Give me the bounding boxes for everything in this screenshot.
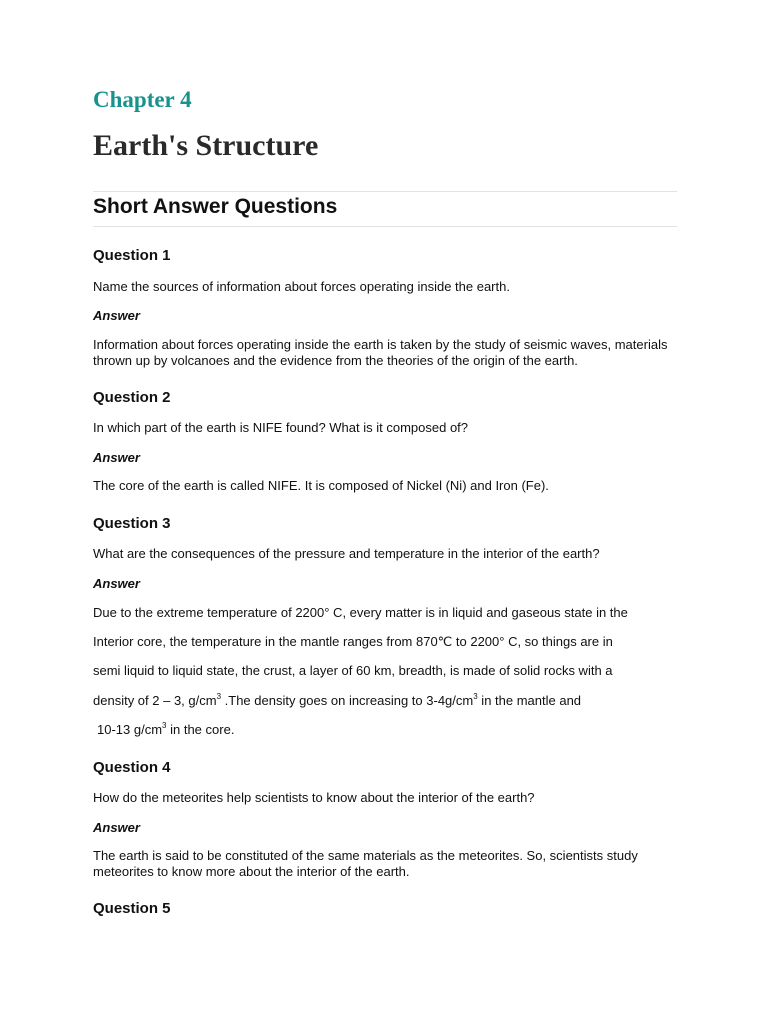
question-4-answer-label: Answer (93, 820, 140, 835)
question-3-answer-line-1: Due to the extreme temperature of 2200° C, every matter is in liquid and gaseous state in the (93, 605, 628, 620)
superscript-3: 3 (162, 721, 167, 730)
question-4-heading: Question 4 (93, 759, 171, 776)
question-1-text: Name the sources of information about forces operating inside the earth. (93, 279, 510, 294)
question-2-heading: Question 2 (93, 389, 171, 406)
question-1-heading: Question 1 (93, 247, 171, 264)
page-title: Earth's Structure (93, 129, 319, 162)
section-divider-bottom (93, 226, 677, 227)
superscript-3: 3 (473, 692, 478, 701)
section-divider-top (93, 191, 677, 192)
question-3-text: What are the consequences of the pressure and temperature in the interior of the earth? (93, 546, 600, 561)
question-1-answer-label: Answer (93, 308, 140, 323)
question-3-answer-line-5 (97, 722, 234, 737)
question-3-answer-line-3: semi liquid to liquid state, the crust, a layer of 60 km, breadth, is made of solid rocks with a (93, 663, 613, 678)
question-3-answer-line-2: Interior core, the temperature in the mantle ranges from 870℃ to 2200° C, so things are in (93, 634, 613, 649)
question-4-text: How do the meteorites help scientists to know about the interior of the earth? (93, 790, 535, 805)
question-4-answer: The earth is said to be constituted of the same materials as the meteorites. So, scientists study meteorites to know more about the interior of the earth. (93, 848, 638, 879)
line-5-part-b: in the core. (166, 722, 235, 737)
question-2-answer: The core of the earth is called NIFE. It is composed of Nickel (Ni) and Iron (Fe). (93, 478, 549, 493)
question-2-text: In which part of the earth is NIFE found? What is it composed of? (93, 420, 469, 435)
line-4-part-c: in the mantle and (477, 693, 582, 708)
question-3-answer-label: Answer (93, 576, 140, 591)
section-heading: Short Answer Questions (93, 195, 338, 218)
line-4-part-b: .The density goes on increasing to 3-4g/cm (221, 693, 474, 708)
question-3-heading: Question 3 (93, 515, 171, 532)
question-3-answer-line-4 (93, 693, 581, 708)
line-4-part-a: density of 2 – 3, g/cm (93, 693, 217, 708)
question-1-answer: Information about forces operating inside the earth is taken by the study of seismic waves, materials thrown up by volcanoes and the evidence from the theories of the origin of the earth. (93, 337, 668, 368)
question-2-answer-label: Answer (93, 450, 140, 465)
chapter-label: Chapter 4 (93, 87, 192, 112)
question-5-heading: Question 5 (93, 900, 171, 917)
superscript-3: 3 (216, 692, 222, 701)
line-5-part-a: 10-13 g/cm (97, 722, 163, 737)
